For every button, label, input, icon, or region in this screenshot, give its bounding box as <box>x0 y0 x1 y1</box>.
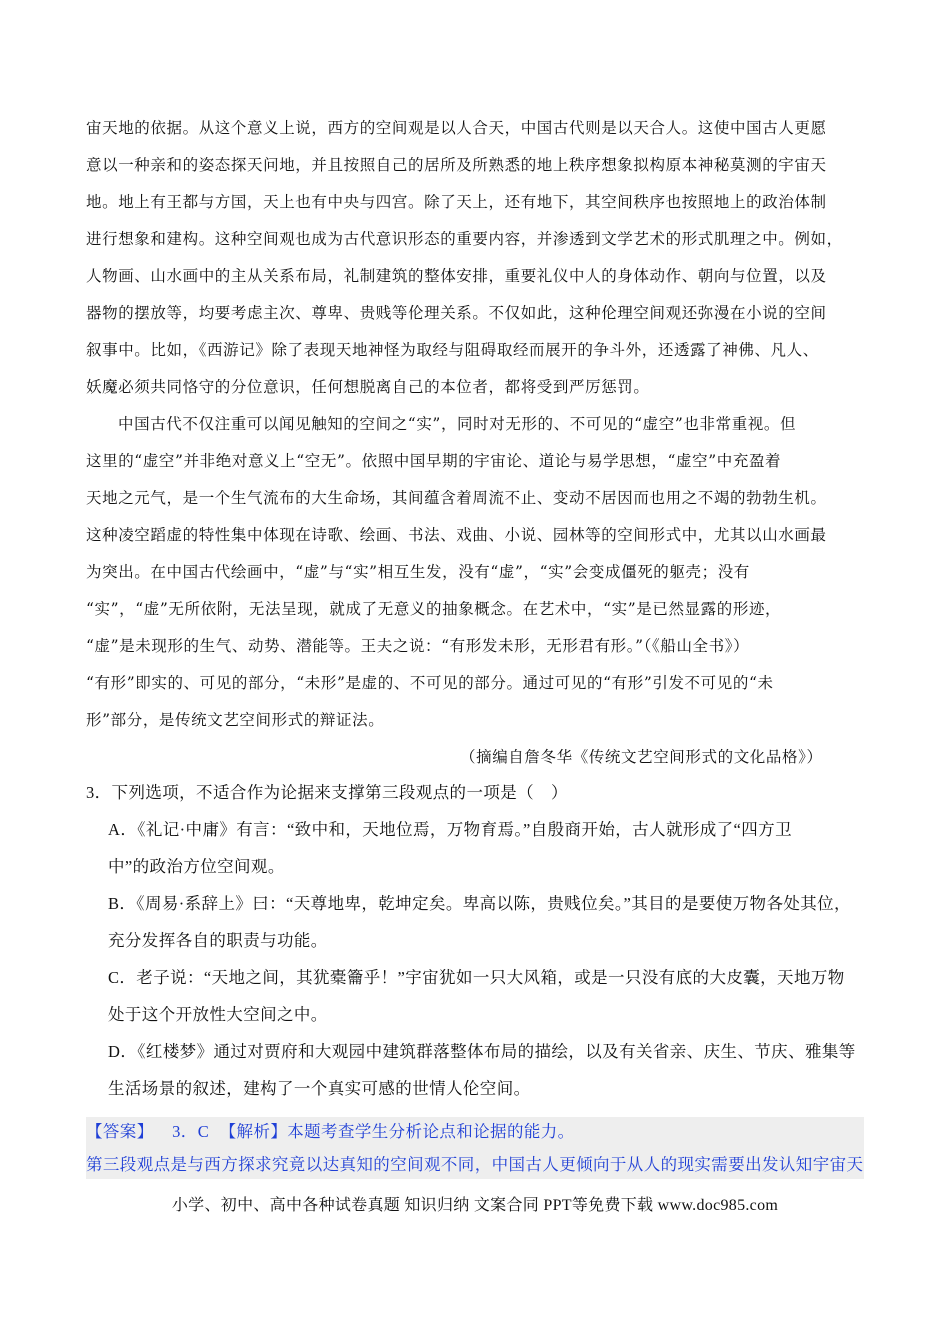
option-line: C．老子说：“天地之间，其犹橐籥乎！”宇宙犹如一只大风箱，或是一只没有底的大皮囊，天地万物 <box>108 968 845 987</box>
option-line: D．《红楼梦》通过对贾府和大观园中建筑群落整体布局的描绘，以及有关省亲、庆生、节庆、雅集等 <box>108 1042 856 1061</box>
passage-line: 天地之元气，是一个生气流布的大生命场，其间蕴含着周流不止、变动不居因而也用之不竭的勃勃生机。 <box>86 489 827 507</box>
option-line: 生活场景的叙述，建构了一个真实可感的世情人伦空间。 <box>108 1079 531 1098</box>
option-line: 充分发挥各自的职责与功能。 <box>108 931 328 950</box>
source-citation: （摘编自詹冬华《传统文艺空间形式的文化品格》） <box>460 748 823 766</box>
answer-number: 3．C <box>172 1122 210 1141</box>
passage-line: 为突出。在中国古代绘画中，“虚”与“实”相互生发，没有“虚”，“实”会变成僵死的躯壳；没有 <box>86 563 750 581</box>
passage-line: 意以一种亲和的姿态探天问地，并且按照自己的居所及所熟悉的地上秩序想象拟构原本神秘莫测的宇宙天 <box>86 156 827 174</box>
option-line: B．《周易·系辞上》曰：“天尊地卑，乾坤定矣。卑高以陈，贵贱位矣。”其目的是要使万物各处其位， <box>108 894 851 913</box>
passage-line: 妖魔必须共同恪守的分位意识，任何想脱离自己的本位者，都将受到严厉惩罚。 <box>86 378 650 396</box>
question-stem: 3．下列选项，不适合作为论据来支撑第三段观点的一项是（ ） <box>86 783 568 802</box>
answer-explanation: 第三段观点是与西方探求究竟以达真知的空间观不同，中国古人更倾向于从人的现实需要出发认知宇宙天 <box>86 1155 864 1174</box>
option-line: 处于这个开放性大空间之中。 <box>108 1005 328 1024</box>
page-footer: 小学、初中、高中各种试卷真题 知识归纳 文案合同 PPT等免费下载 www.doc985.com <box>171 1197 779 1214</box>
passage-line: 人物画、山水画中的主从关系布局，礼制建筑的整体安排，重要礼仪中人的身体动作、朝向与位置，以及 <box>86 267 827 285</box>
passage-line: “有形”即实的、可见的部分，“未形”是虚的、不可见的部分。通过可见的“有形”引发不可见的“未 <box>86 674 774 692</box>
answer-tag: 【答案】 <box>86 1122 154 1141</box>
passage-line: 宙天地的依据。从这个意义上说，西方的空间观是以人合天，中国古代则是以天合人。这使中国古人更愿 <box>86 119 827 137</box>
passage-line: 这里的“虚空”并非绝对意义上“空无”。依照中国早期的宇宙论、道论与易学思想，“虚空”中充盈着 <box>86 452 782 470</box>
option-line: A．《礼记·中庸》有言：“致中和，天地位焉，万物育焉。”自殷商开始，古人就形成了“四方卫 <box>108 820 792 839</box>
option-line: 中”的政治方位空间观。 <box>108 857 285 876</box>
passage-line: 形”部分，是传统文艺空间形式的辩证法。 <box>86 711 385 729</box>
passage-line: “虚”是未现形的生气、动势、潜能等。王夫之说：“有形发未形，无形君有形。”（《船山全书》） <box>86 637 750 655</box>
passage-line: 地。地上有王都与方国，天上也有中央与四宫。除了天上，还有地下，其空间秩序也按照地上的政治体制 <box>86 193 827 211</box>
passage-line: 进行想象和建构。这种空间观也成为古代意识形态的重要内容，并渗透到文学艺术的形式肌理之中。例如， <box>86 230 843 248</box>
passage-line: 器物的摆放等，均要考虑主次、尊卑、贵贱等伦理关系。不仅如此，这种伦理空间观还弥漫在小说的空间 <box>86 304 827 322</box>
passage-line: 这种凌空蹈虚的特性集中体现在诗歌、绘画、书法、戏曲、小说、园林等的空间形式中，尤其以山水画最 <box>86 526 827 544</box>
passage-line: 中国古代不仅注重可以闻见触知的空间之“实”，同时对无形的、不可见的“虚空”也非常重视。但 <box>118 415 797 433</box>
passage-line: “实”，“虚”无所依附，无法呈现，就成了无意义的抽象概念。在艺术中，“实”是已然显露的形迹， <box>86 600 782 618</box>
passage-line: 叙事中。比如，《西游记》除了表现天地神怪为取经与阻碍取经而展开的争斗外，还透露了神佛、凡人、 <box>86 341 819 359</box>
answer-line <box>86 1122 575 1142</box>
answer-analysis: 【解析】本题考查学生分析论点和论据的能力。 <box>219 1122 575 1141</box>
